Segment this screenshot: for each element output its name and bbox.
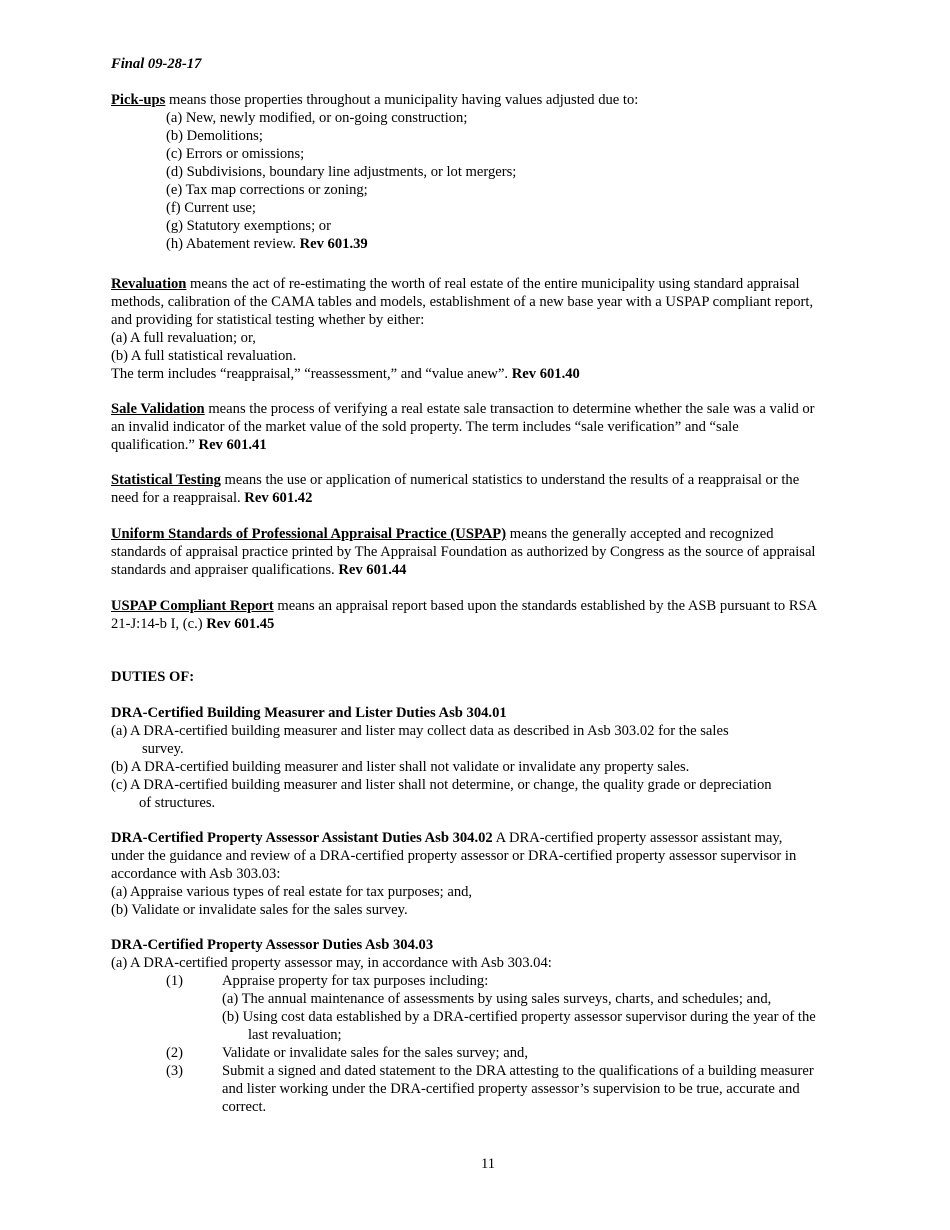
list-item: (a) A DRA-certified building measurer and lister may collect data as described in Asb 303.02 for the sales [111,723,729,739]
list-item-continuation: survey. [142,741,184,757]
text-line: and providing for statistical testing whether by either: [111,312,425,328]
list-item-continuation: last revaluation; [248,1027,342,1043]
list-item: (a) A DRA-certified property assessor may, in accordance with Asb 303.04: [111,955,552,971]
header-date: Final 09-28-17 [111,56,202,72]
pickups-definition [111,91,871,253]
list-item: (b) A full statistical revaluation. [111,348,297,364]
revaluation-term: Revaluation [111,276,187,292]
list-item: (b) Using cost data established by a DRA-certified property assessor supervisor during the year of the [222,1009,816,1025]
text-line: standards and appraiser qualifications. Rev 601.44 [111,562,407,578]
page-number: 11 [480,1156,496,1172]
list-item: (b) Demolitions; [166,128,263,144]
rule-reference: Rev 601.41 [198,437,267,453]
section-heading: DRA-Certified Property Assessor Duties Asb 304.03 [111,937,434,953]
numbered-item: (3) Submit a signed and dated statement to the DRA attesting to the qualifications of a building measurer [166,1063,814,1079]
sale-validation-term: Sale Validation [111,401,205,417]
list-item: (c) A DRA-certified building measurer and lister shall not determine, or change, the quality grade or depreciation [111,777,772,793]
uspap-report-term: USPAP Compliant Report [111,598,274,614]
list-item-continuation: correct. [222,1099,267,1115]
list-item: (f) Current use; [166,200,256,216]
list-item: (a) Appraise various types of real estate for tax purposes; and, [111,884,473,900]
uspap-definition: Uniform Standards of Professional Appraisal Practice (USPAP) means the generally accepted and recognized standards of appraisal practice printed by The Appraisal Foundation as authorized by Congress as the source of appraisal standards and appraiser qualifications. Rev 601.44 [111,525,871,579]
revaluation-definition: Revaluation means the act of re-estimating the worth of real estate of the entire municipality using standard appraisal methods, calibration of the CAMA tables and models, establishment of a new base year with a USPAP compliant report, and providing for statistical testing whether by either: (a) A full revaluation; or, (b) A full statistical revaluation. The term includes “reappraisal,” “reassessment,” and “value anew”. Rev 601.40 [111,275,871,383]
text-line: 21-J:14-b I, (c.) Rev 601.45 [111,616,275,632]
assessor-duties [111,936,871,1116]
list-item: (a) The annual maintenance of assessments by using sales surveys, charts, and schedules; and, [222,991,772,1007]
rule-reference: Rev 601.39 [299,236,368,252]
list-item: (h) Abatement review. Rev 601.39 [166,236,368,252]
list-item: (b) A DRA-certified building measurer and lister shall not validate or invalidate any property sales. [111,759,690,775]
list-item: (a) New, newly modified, or on-going construction; [166,110,468,126]
rule-reference: Rev 601.40 [511,366,580,382]
rule-reference: Rev 601.44 [338,562,407,578]
list-item-continuation: of structures. [139,795,216,811]
assistant-duties: DRA-Certified Property Assessor Assistant Duties Asb 304.02 A DRA-certified property assessor assistant may, under the guidance and review of a DRA-certified property assessor or DRA-certified property assessor supervisor in accordance with Asb 303.03: (a) Appraise various types of real estate for tax purposes; and, (b) Validate or invalidate sales for the sales survey. [111,829,871,919]
pickups-intro: means those properties throughout a municipality having values adjusted due to: [165,92,639,108]
statistical-testing-term: Statistical Testing [111,472,221,488]
statistical-testing-definition: Statistical Testing means the use or application of numerical statistics to understand the results of a reappraisal or the need for a reappraisal. Rev 601.42 [111,471,871,507]
sale-validation-definition: Sale Validation means the process of verifying a real estate sale transaction to determine whether the sale was a valid or an invalid indicator of the market value of the sold property. The term includes “sale verification” and “sale qualification.” Rev 601.41 [111,400,871,454]
text-line: under the guidance and review of a DRA-certified property assessor or DRA-certified property assessor supervisor in [111,848,797,864]
section-heading: DRA-Certified Property Assessor Assistant Duties Asb 304.02 [111,830,493,846]
text-line: standards of appraisal practice printed by The Appraisal Foundation as authorized by Congress as the source of appraisal [111,544,816,560]
text-line: accordance with Asb 303.03: [111,866,281,882]
measurer-duties [111,704,871,812]
text-line: an invalid indicator of the market value of the sold property. The term includes “sale verification” and “sale [111,419,739,435]
section-heading: DRA-Certified Building Measurer and Lister Duties Asb 304.01 [111,705,507,721]
list-item: (g) Statutory exemptions; or [166,218,331,234]
uspap-report-definition: USPAP Compliant Report means an appraisal report based upon the standards established by the ASB pursuant to RSA 21-J:14-b I, (c.) Rev 601.45 [111,597,871,633]
list-item-continuation: and lister working under the DRA-certified property assessor’s supervision to be true, accurate and [222,1081,800,1097]
text-line: The term includes “reappraisal,” “reassessment,” and “value anew”. Rev 601.40 [111,366,580,382]
list-item: (d) Subdivisions, boundary line adjustments, or lot mergers; [166,164,517,180]
list-item: (c) Errors or omissions; [166,146,305,162]
numbered-item: (1) Appraise property for tax purposes including: [166,973,489,989]
list-item: (b) Validate or invalidate sales for the sales survey. [111,902,408,918]
pickups-term: Pick-ups [111,92,166,108]
duties-heading: DUTIES OF: [111,669,195,685]
list-item: (e) Tax map corrections or zoning; [166,182,368,198]
text-line: need for a reappraisal. Rev 601.42 [111,490,313,506]
text-line: qualification.” Rev 601.41 [111,437,267,453]
rule-reference: Rev 601.45 [206,616,275,632]
uspap-term: Uniform Standards of Professional Appraisal Practice (USPAP) [111,526,507,542]
text-line: methods, calibration of the CAMA tables and models, establishment of a new base year with a USPAP compliant report, [111,294,814,310]
rule-reference: Rev 601.42 [244,490,313,506]
numbered-item: (2) Validate or invalidate sales for the sales survey; and, [166,1045,528,1061]
list-item: (a) A full revaluation; or, [111,330,256,346]
